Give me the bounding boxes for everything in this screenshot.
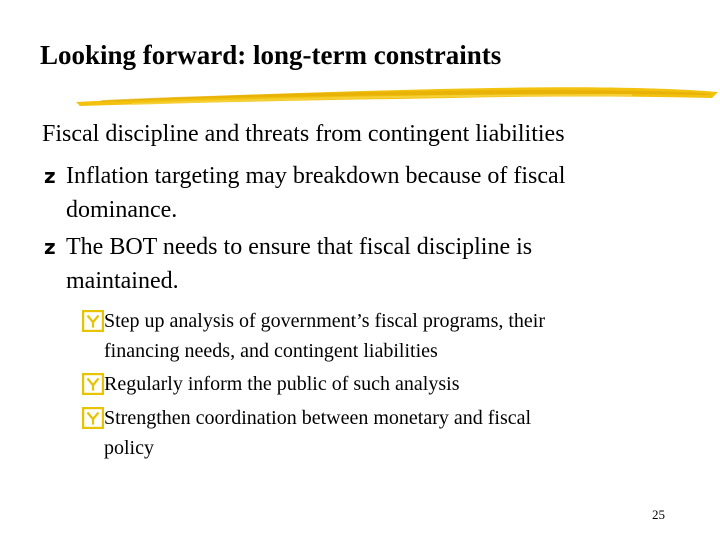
- section-heading: Fiscal discipline and threats from contingent liabilities: [42, 121, 565, 147]
- subbullet-item: [82, 306, 662, 366]
- checkbox-y-bullet-icon: [82, 310, 104, 332]
- subbullet-text-line2: financing needs, and contingent liabilities: [104, 340, 438, 362]
- title-underline-brushstroke: [72, 82, 720, 108]
- subbullet-text-line2: policy: [104, 437, 154, 459]
- subbullet-item: [82, 369, 662, 399]
- bullet-item: [44, 159, 684, 227]
- page-number: 25: [652, 507, 665, 522]
- bullet-text-line2: dominance.: [66, 197, 178, 223]
- slide-title: Looking forward: long-term constraints: [40, 40, 502, 70]
- bullet-item: [44, 230, 684, 298]
- subbullet-text-line1: Regularly inform the public of such analysis: [104, 373, 460, 395]
- checkbox-y-bullet-icon: [82, 407, 104, 429]
- z-bullet-icon: z: [44, 164, 56, 188]
- z-bullet-icon: z: [44, 235, 56, 259]
- bullet-text-line1: Inflation targeting may breakdown because of fiscal: [66, 163, 566, 189]
- subbullet-item: [82, 403, 662, 463]
- bullet-text-line2: maintained.: [66, 268, 179, 294]
- checkbox-y-bullet-icon: [82, 373, 104, 395]
- subbullet-text-line1: Step up analysis of government’s fiscal programs, their: [104, 310, 546, 332]
- subbullet-text-line1: Strengthen coordination between monetary and fiscal: [104, 407, 532, 429]
- bullet-text-line1: The BOT needs to ensure that fiscal discipline is: [66, 234, 533, 260]
